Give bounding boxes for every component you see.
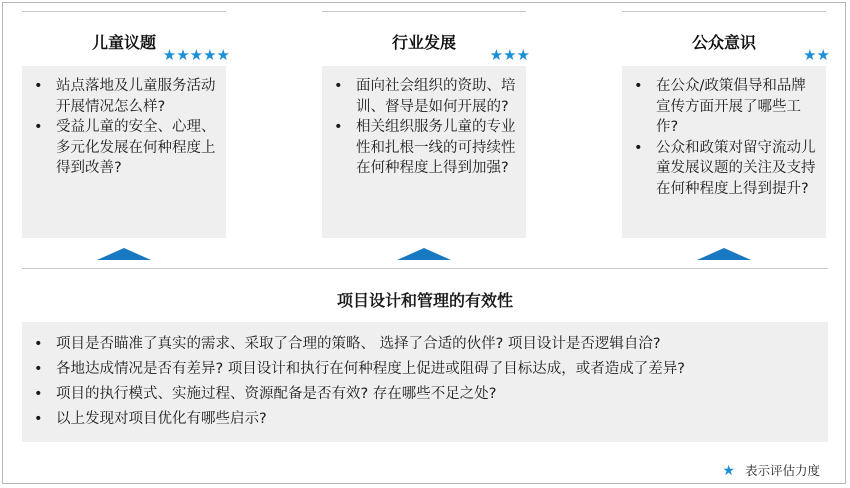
column-body-children <box>22 66 226 238</box>
list-item: • 各地达成情况是否有差异? 项目设计和执行在何种程度上促进或阻碍了目标达成，或者造成了差异? <box>30 357 828 382</box>
list-item: • 相关组织服务儿童的专业性和扎根一线的可持续性在何种程度上得到加强? <box>330 117 518 179</box>
list-item: • 公众和政策对留守流动儿童发展议题的关注及支持在何种程度上得到提升? <box>630 138 818 200</box>
column-header-public <box>622 11 830 66</box>
list-item: • 项目的执行模式、实施过程、资源配备是否有效? 存在哪些不足之处? <box>30 382 828 407</box>
list-item: • 面向社会组织的资助、培训、督导是如何开展的? <box>330 76 518 117</box>
bottom-section-title: 项目设计和管理的有效性 <box>336 291 513 310</box>
rating-stars: ★★ <box>803 46 830 64</box>
list-item: • 受益儿童的安全、心理、多元化发展在何种程度上得到改善? <box>30 117 218 179</box>
column-body-industry <box>322 66 526 238</box>
column-header-industry <box>322 11 530 66</box>
up-arrow-icon <box>397 248 451 260</box>
star-icon: ★ <box>722 463 735 479</box>
rating-stars: ★★★ <box>489 46 530 64</box>
legend <box>722 461 820 479</box>
column-header-children <box>22 11 230 66</box>
column-title: 行业发展 <box>391 33 456 52</box>
list-item: • 以上发现对项目优化有哪些启示? <box>30 407 828 432</box>
list-item: • 在公众/政策倡导和品牌宣传方面开展了哪些工作? <box>630 76 818 138</box>
list-item: • 站点落地及儿童服务活动开展情况怎么样? <box>30 76 218 117</box>
column-title: 儿童议题 <box>91 33 156 52</box>
up-arrow-icon <box>97 248 151 260</box>
bottom-section-body <box>22 322 828 442</box>
section-divider <box>22 268 828 269</box>
column-title: 公众意识 <box>691 33 756 52</box>
rating-stars: ★★★★★ <box>162 46 230 64</box>
list-item: • 项目是否瞄准了真实的需求、采取了合理的策略、 选择了合适的伙伴? 项目设计是否逻辑自洽? <box>30 332 828 357</box>
up-arrow-icon <box>697 248 751 260</box>
column-body-public <box>622 66 826 238</box>
legend-text: 表示评估力度 <box>744 463 820 478</box>
